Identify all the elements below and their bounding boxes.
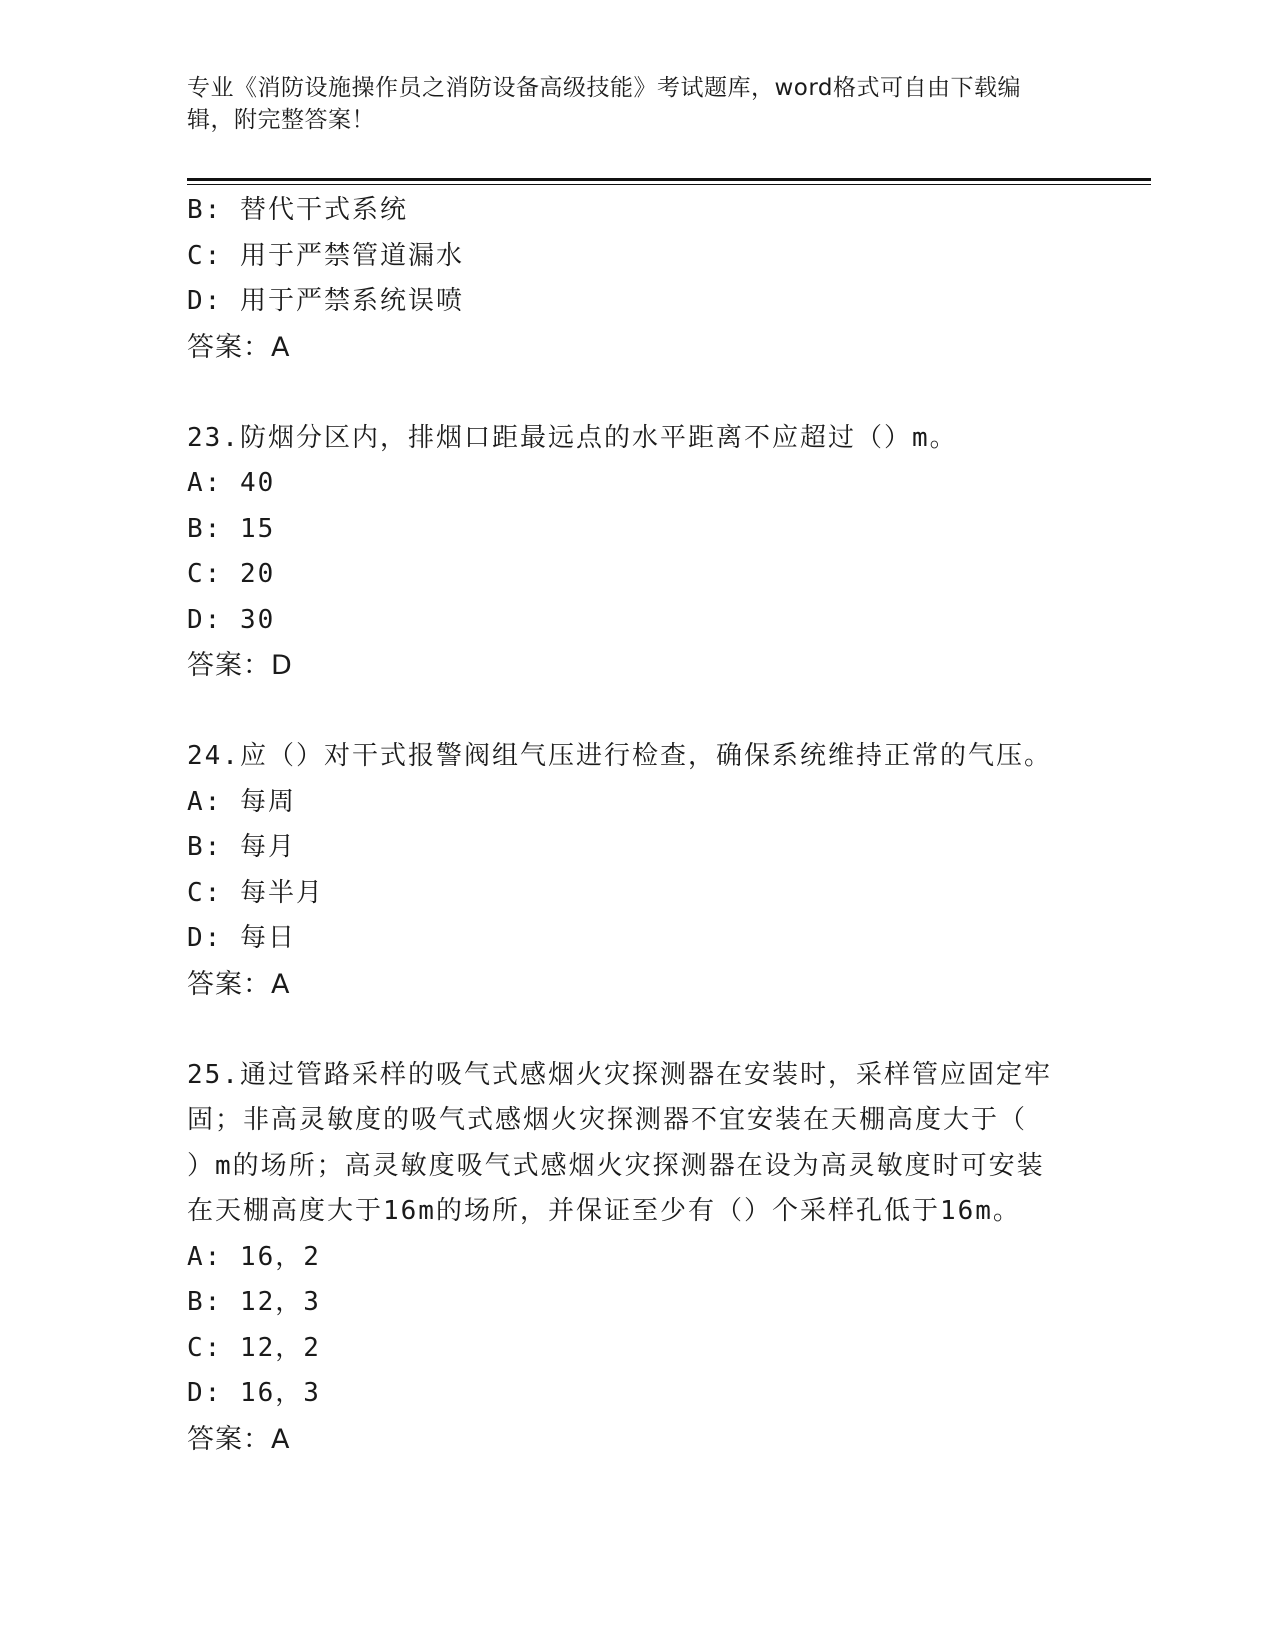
spacer <box>187 370 1087 416</box>
option-a: A: 每周 <box>187 786 296 817</box>
option-b: B: 每月 <box>187 832 296 862</box>
answer-label: 答案：A <box>187 968 291 1000</box>
option-d: D: 30 <box>187 604 276 635</box>
question-text-line-1: 25.通过管路采样的吸气式感烟火灾探测器在安装时，采样管应固定牢 <box>187 1059 1052 1090</box>
prev-question-block <box>187 188 1087 370</box>
spacer <box>187 1007 1087 1053</box>
option-c: C: 用于严禁管道漏水 <box>187 240 464 271</box>
question-list <box>187 188 1087 1462</box>
header-line-2: 辑，附完整答案！ <box>187 107 375 133</box>
option-a: A: 16，2 <box>187 1241 321 1272</box>
question-23 <box>187 416 1087 689</box>
option-b: B: 替代干式系统 <box>187 195 408 225</box>
header-divider-thin <box>187 184 1151 185</box>
option-b: B: 12，3 <box>187 1287 321 1317</box>
option-d: D: 16，3 <box>187 1378 321 1408</box>
spacer <box>187 689 1087 735</box>
option-c: C: 20 <box>187 559 276 589</box>
answer-label: 答案：A <box>187 1423 291 1455</box>
option-b: B: 15 <box>187 513 276 544</box>
option-d: D: 用于严禁系统误喷 <box>187 286 464 316</box>
option-c: C: 每半月 <box>187 877 324 908</box>
question-text: 23.防烟分区内，排烟口距最远点的水平距离不应超过（）m。 <box>187 422 958 453</box>
document-header <box>187 72 1067 136</box>
option-a: A: 40 <box>187 468 276 498</box>
option-d: D: 每日 <box>187 923 296 953</box>
question-text-line-4: 在天棚高度大于16m的场所，并保证至少有（）个采样孔低于16m。 <box>187 1196 1021 1226</box>
question-text-line-2: 固；非高灵敏度的吸气式感烟火灾探测器不宜安装在天棚高度大于（ <box>187 1105 1028 1135</box>
header-line-1: 专业《消防设施操作员之消防设备高级技能》考试题库，word格式可自由下载编 <box>187 75 1022 101</box>
answer-label: 答案：A <box>187 331 291 363</box>
question-25 <box>187 1053 1087 1463</box>
answer-label: 答案：D <box>187 650 293 681</box>
question-text: 24.应（）对干式报警阀组气压进行检查，确保系统维持正常的气压。 <box>187 741 1052 771</box>
question-text-line-3: ）m的场所；高灵敏度吸气式感烟火灾探测器在设为高灵敏度时可安装 <box>187 1150 1045 1181</box>
question-24 <box>187 734 1087 1007</box>
option-c: C: 12，2 <box>187 1332 321 1363</box>
header-divider-thick <box>187 178 1151 181</box>
